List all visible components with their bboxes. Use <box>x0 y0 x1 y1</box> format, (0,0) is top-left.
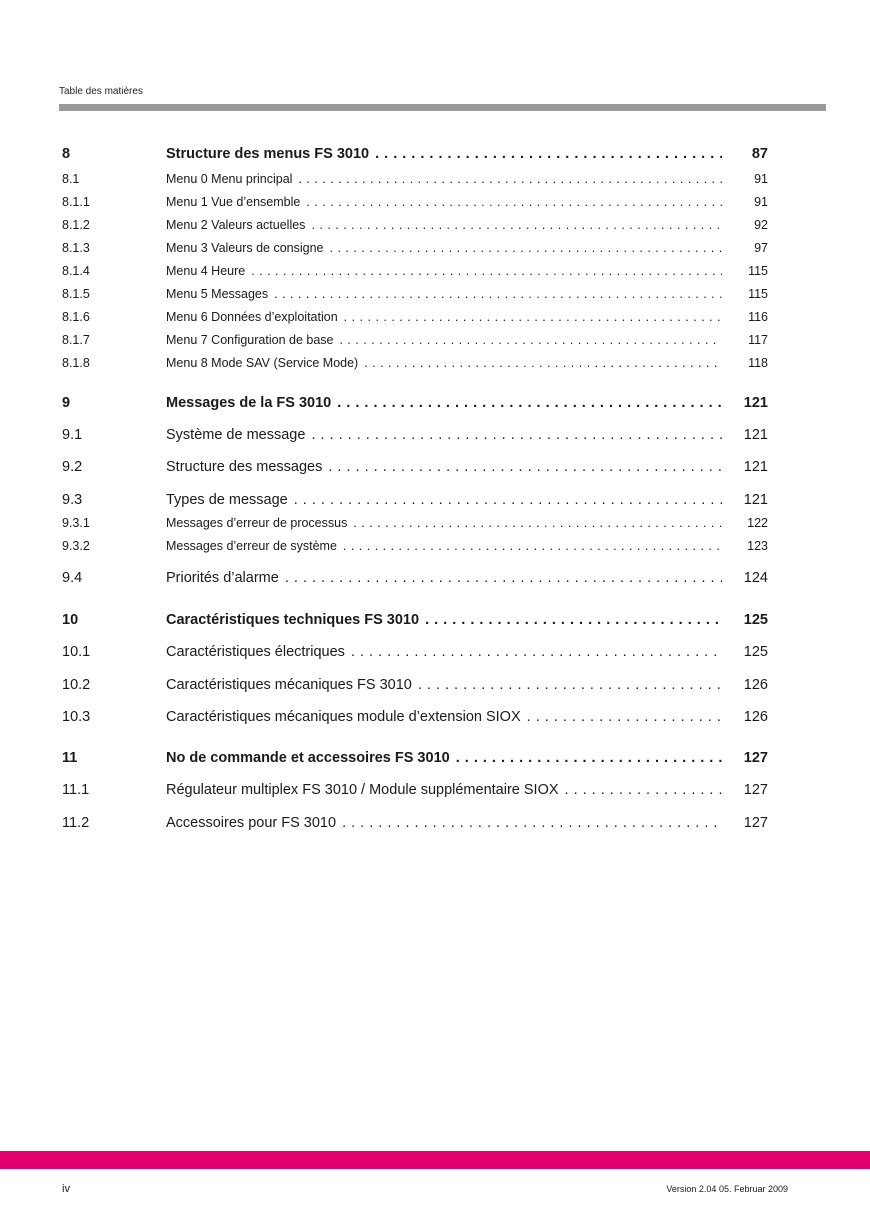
toc-page: 91 <box>754 195 768 209</box>
toc-number: 10.1 <box>62 644 91 660</box>
toc-leader <box>565 782 722 798</box>
toc-page: 92 <box>754 218 768 232</box>
toc-leader <box>456 750 722 766</box>
toc-page: 121 <box>743 395 768 411</box>
toc-leader <box>298 172 722 186</box>
toc-entry[interactable] <box>62 310 768 324</box>
toc-page: 126 <box>743 709 768 725</box>
toc-number: 9.4 <box>62 570 83 586</box>
running-header: Table des matières <box>59 86 143 97</box>
toc-number: 9.3.2 <box>62 539 90 553</box>
toc-leader <box>351 644 722 660</box>
toc-title: Menu 2 Valeurs actuelles <box>166 218 306 232</box>
toc-title: Menu 8 Mode SAV (Service Mode) <box>166 356 359 370</box>
toc-page: 87 <box>751 146 768 162</box>
page-number: iv <box>62 1183 70 1195</box>
toc-entry[interactable] <box>62 356 768 370</box>
toc-number: 9.3.1 <box>62 516 90 530</box>
toc-entry[interactable] <box>62 516 768 530</box>
toc-number: 9.1 <box>62 427 83 443</box>
toc-page: 115 <box>748 287 768 301</box>
toc-title: Menu 4 Heure <box>166 264 246 278</box>
toc-title: Caractéristiques mécaniques FS 3010 <box>166 677 412 693</box>
toc-number: 11.1 <box>62 782 90 798</box>
toc-page: 116 <box>748 310 768 324</box>
toc-page: 115 <box>748 264 768 278</box>
toc-entry[interactable] <box>62 427 768 443</box>
toc-number: 9 <box>62 395 71 411</box>
toc-entry[interactable] <box>62 146 768 162</box>
version-date: Version 2.04 05. Februar 2009 <box>666 1184 788 1194</box>
toc-number: 8.1.8 <box>62 356 90 370</box>
toc-number: 10.2 <box>62 677 91 693</box>
toc-title: Caractéristiques électriques <box>166 644 345 660</box>
toc-page: 118 <box>748 356 768 370</box>
toc-entry[interactable] <box>62 644 768 660</box>
toc-title: Système de message <box>166 427 306 443</box>
toc-leader <box>343 539 722 553</box>
toc-leader <box>285 570 722 586</box>
toc-entry[interactable] <box>62 782 768 798</box>
toc-entry[interactable] <box>62 492 768 508</box>
toc-number: 9.3 <box>62 492 83 508</box>
toc-title: Accessoires pour FS 3010 <box>166 815 337 831</box>
toc-title: Caractéristiques techniques FS 3010 <box>166 612 420 628</box>
toc-entry[interactable] <box>62 333 768 347</box>
toc-leader <box>330 241 722 255</box>
toc-number: 10 <box>62 612 79 628</box>
toc-number: 8.1.1 <box>62 195 90 209</box>
toc-title: No de commande et accessoires FS 3010 <box>166 750 450 766</box>
toc-leader <box>328 459 722 475</box>
toc-leader <box>527 709 722 725</box>
toc-page: 126 <box>743 677 768 693</box>
toc-leader <box>294 492 722 508</box>
toc-entry[interactable] <box>62 459 768 475</box>
toc-number: 8.1 <box>62 172 80 186</box>
toc-title: Menu 7 Configuration de base <box>166 333 334 347</box>
toc-leader <box>364 356 722 370</box>
toc-entry[interactable] <box>62 195 768 209</box>
toc-title: Types de message <box>166 492 288 508</box>
toc-entry[interactable] <box>62 570 768 586</box>
toc-page: 124 <box>743 570 768 586</box>
toc-leader <box>418 677 722 693</box>
toc-page: 127 <box>743 815 768 831</box>
toc-entry[interactable] <box>62 241 768 255</box>
toc-title: Priorités d’alarme <box>166 570 279 586</box>
toc-entry[interactable] <box>62 709 768 725</box>
toc-entry[interactable] <box>62 750 768 766</box>
toc-number: 8.1.7 <box>62 333 90 347</box>
toc-title: Messages d’erreur de processus <box>166 516 348 530</box>
toc-entry[interactable] <box>62 172 768 186</box>
toc-leader <box>353 516 722 530</box>
toc-page: 125 <box>743 612 768 628</box>
toc-page: 127 <box>743 782 768 798</box>
toc-title: Structure des messages <box>166 459 323 475</box>
toc-title: Menu 3 Valeurs de consigne <box>166 241 324 255</box>
toc-number: 8.1.3 <box>62 241 90 255</box>
toc-entry[interactable] <box>62 539 768 553</box>
toc-leader <box>344 310 722 324</box>
toc-entry[interactable] <box>62 815 768 831</box>
toc-page: 91 <box>754 172 768 186</box>
toc-title: Messages d’erreur de système <box>166 539 337 553</box>
toc-page: 125 <box>743 644 768 660</box>
toc-entry[interactable] <box>62 218 768 232</box>
toc-leader <box>342 815 722 831</box>
toc-number: 11 <box>62 750 78 766</box>
toc-leader <box>337 395 722 411</box>
toc-number: 8.1.6 <box>62 310 90 324</box>
toc-leader <box>339 333 722 347</box>
toc-title: Caractéristiques mécaniques module d’extension SIOX <box>166 709 521 725</box>
toc-title: Menu 5 Messages <box>166 287 269 301</box>
toc-entry[interactable] <box>62 287 768 301</box>
toc-number: 11.2 <box>62 815 90 831</box>
toc-page: 127 <box>743 750 768 766</box>
toc-page: 121 <box>743 492 768 508</box>
toc-page: 117 <box>748 333 768 347</box>
header-rule <box>59 104 826 111</box>
toc-title: Menu 0 Menu principal <box>166 172 293 186</box>
toc-leader <box>311 427 722 443</box>
toc-number: 8.1.5 <box>62 287 90 301</box>
toc-number: 10.3 <box>62 709 91 725</box>
toc-leader <box>375 146 722 162</box>
toc-title: Structure des menus FS 3010 <box>166 146 370 162</box>
toc-entry[interactable] <box>62 612 768 628</box>
toc-title: Régulateur multiplex FS 3010 / Module supplémentaire SIOX <box>166 782 559 798</box>
toc-title: Messages de la FS 3010 <box>166 395 332 411</box>
toc-entry[interactable] <box>62 264 768 278</box>
toc-page: 123 <box>747 539 768 553</box>
toc-number: 8.1.2 <box>62 218 90 232</box>
toc-entry[interactable] <box>62 395 768 411</box>
toc-leader <box>311 218 722 232</box>
toc-number: 8 <box>62 146 71 162</box>
toc-page: 97 <box>754 241 768 255</box>
toc-number: 9.2 <box>62 459 83 475</box>
toc-title: Menu 6 Données d’exploitation <box>166 310 338 324</box>
toc-title: Menu 1 Vue d’ensemble <box>166 195 301 209</box>
toc-entry[interactable] <box>62 677 768 693</box>
toc-number: 8.1.4 <box>62 264 90 278</box>
toc-page: 121 <box>743 459 768 475</box>
toc-leader <box>306 195 722 209</box>
toc-page: 122 <box>747 516 768 530</box>
footer-accent-bar <box>0 1151 870 1169</box>
toc-page: 121 <box>743 427 768 443</box>
toc-leader <box>274 287 722 301</box>
toc-leader <box>251 264 722 278</box>
toc-leader <box>425 612 722 628</box>
